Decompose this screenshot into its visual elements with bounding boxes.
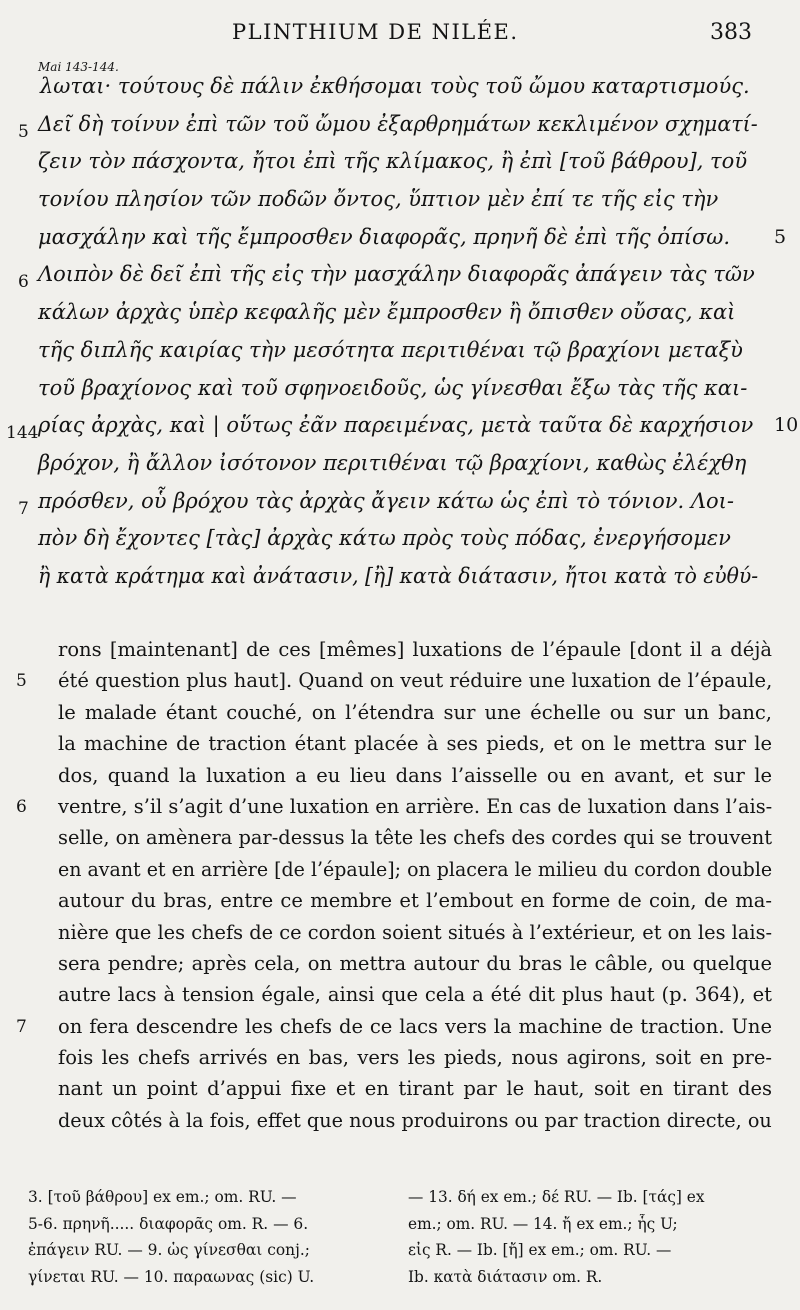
french-line-text: sera pendre; après cela, on mettra autour du bras le câble, ou quelque xyxy=(58,951,772,975)
french-line xyxy=(58,1042,772,1073)
french-line xyxy=(58,634,772,665)
greek-line xyxy=(6,407,799,445)
greek-line xyxy=(18,483,778,521)
french-line-text: nant un point d’appui fixe et en tirant par le haut, soit en tirant des xyxy=(58,1077,772,1101)
french-line-text: autour du bras, entre ce membre et l’embout en forme de coin, de ma- xyxy=(58,889,772,913)
page-header xyxy=(0,14,800,50)
french-line xyxy=(58,1105,772,1136)
greek-line xyxy=(38,520,778,558)
greek-line xyxy=(38,445,778,483)
french-line xyxy=(16,791,773,822)
greek-line xyxy=(38,294,778,332)
greek-line-text: πρόσθεν, οὗ βρόχου τὰς ἀρχὰς ἄγειν κάτω ὡς ἐπὶ τὸ τόνιον. Λοι- xyxy=(38,488,734,513)
footnote-line: — 13. δή ex em.; δέ RU. — Ib. [τάς] ex xyxy=(408,1188,705,1206)
french-line xyxy=(58,822,772,853)
page-number: 383 xyxy=(710,20,752,45)
french-line xyxy=(58,948,772,979)
greek-margin-number: 6 xyxy=(18,272,29,293)
french-line-text: selle, on amènera par-dessus la tête les chefs des cordes qui se trouvent xyxy=(58,826,773,850)
greek-margin-number: 5 xyxy=(18,121,29,142)
greek-line xyxy=(18,106,778,144)
greek-line-count: 10 xyxy=(774,414,799,437)
french-line xyxy=(58,1073,772,1104)
greek-line-text: ρίας ἀρχὰς, καὶ | οὕτως ἐᾶν παρειμένας, μετὰ ταῦτα δὲ καρχήσιον xyxy=(38,413,754,438)
greek-line xyxy=(38,558,778,596)
greek-text xyxy=(6,60,799,596)
greek-line-text: λωται· τούτους δὲ πάλιν ἐκθήσομαι τοὺς τοῦ ὤμου καταρτισμούς. xyxy=(40,74,750,98)
french-line-text: dos, quand la luxation a eu lieu dans l’aisselle ou en avant, et sur le xyxy=(58,763,772,787)
footnote-line: em.; om. RU. — 14. ἤ ex em.; ἧς U; xyxy=(408,1214,678,1233)
french-line-text: en avant et en arrière [de l’épaule]; on placera le milieu du cordon double xyxy=(58,857,773,881)
french-line-text: le malade étant couché, on l’étendra sur une échelle ou sur un banc, xyxy=(58,700,772,724)
french-line-text: on fera descendre les chefs de ce lacs vers la machine de traction. Une xyxy=(58,1014,772,1038)
greek-line-text: μασχάλην καὶ τῆς ἔμπροσθεν διαφορᾶς, πρηνῆ δὲ ἐπὶ τῆς ὀπίσω. xyxy=(38,224,731,249)
french-margin-number: 5 xyxy=(16,671,27,692)
french-line xyxy=(58,917,772,948)
greek-line xyxy=(38,332,778,370)
french-line xyxy=(58,760,772,791)
french-translation xyxy=(16,634,773,1136)
french-line xyxy=(16,1011,772,1042)
footnotes-right-column xyxy=(408,1184,780,1290)
greek-line-text: Λοιπὸν δὲ δεῖ ἐπὶ τῆς εἰς τὴν μασχάλην διαφορᾶς ἀπάγειν τὰς τῶν xyxy=(38,262,755,287)
greek-line-text: ἢ κατὰ κράτημα καὶ ἀνάτασιν, [ἢ] κατὰ διάτασιν, ἤτοι κατὰ τὸ εὐθύ- xyxy=(38,563,759,588)
french-line-text: la machine de traction étant placée à ses pieds, et on le mettra sur le xyxy=(58,732,772,756)
greek-line xyxy=(38,219,787,257)
french-line-text: rons [maintenant] de ces [mêmes] luxations de l’épaule [dont il a déjà xyxy=(58,638,772,661)
greek-line-text: βρόχον, ἢ ἄλλον ἰσότονον περιτιθέναι τῷ βραχίονι, καθὼς ἐλέχθη xyxy=(38,450,747,475)
running-title: PLINTHIUM DE NILÉE. xyxy=(232,20,519,44)
footnotes-left-column xyxy=(28,1184,398,1290)
greek-line-text: ζειν τὸν πάσχοντα, ἤτοι ἐπὶ τῆς κλίμακος, ἢ ἐπὶ [τοῦ βάθρου], τοῦ xyxy=(38,149,748,174)
french-margin-number: 6 xyxy=(16,796,27,817)
french-line-text: autre lacs à tension égale, ainsi que cela a été dit plus haut (p. 364), et xyxy=(58,983,772,1007)
greek-line-text: τονίου πλησίον τῶν ποδῶν ὄντος, ὕπτιον μὲν ἐπί τε τῆς εἰς τὴν xyxy=(38,187,719,212)
greek-line xyxy=(38,143,778,181)
french-margin-number: 7 xyxy=(16,1016,27,1037)
greek-line-text: πὸν δὴ ἔχοντες [τὰς] ἀρχὰς κάτω πρὸς τοὺς πόδας, ἐνεργήσομεν xyxy=(38,526,731,551)
french-line xyxy=(58,885,772,916)
french-line xyxy=(58,854,772,885)
greek-line-text: κάλων ἀρχὰς ὑπὲρ κεφαλῆς μὲν ἔμπροσθεν ἢ ὄπισθεν οὔσας, καὶ xyxy=(38,300,736,325)
french-line-text: fois les chefs arrivés en bas, vers les pieds, nous agirons, soit en pre- xyxy=(58,1046,772,1070)
mai-reference: Mai 143-144. xyxy=(38,60,119,74)
greek-line-count: 5 xyxy=(774,225,787,248)
french-line xyxy=(58,728,772,759)
french-line xyxy=(58,697,772,728)
footnote-line: 5-6. πρηνῆ..... διαφορᾶς om. R. — 6. xyxy=(28,1214,309,1233)
footnote-line: γίνεται RU. — 10. παραωνας (sic) U. xyxy=(28,1267,315,1286)
french-line xyxy=(16,665,773,696)
greek-line xyxy=(38,68,778,106)
greek-line-text: τῆς διπλῆς καιρίας τὴν μεσότητα περιτιθέναι τῷ βραχίονι μεταξὺ xyxy=(38,337,743,362)
greek-line xyxy=(18,256,778,294)
footnote-line: εἰς R. — Ib. [ἤ] ex em.; om. RU. — xyxy=(408,1241,672,1259)
greek-line-text: Δεῖ δὴ τοίνυν ἐπὶ τῶν τοῦ ὤμου ἐξαρθρημάτων κεκλιμένον σχηματί- xyxy=(38,111,758,136)
greek-margin-number: 144 xyxy=(6,423,39,444)
greek-line xyxy=(38,181,778,219)
footnote-line: Ib. κατὰ διάτασιν om. R. xyxy=(408,1267,603,1286)
greek-margin-number: 7 xyxy=(18,498,29,519)
greek-line-text: τοῦ βραχίονος καὶ τοῦ σφηνοειδοῦς, ὡς γίνεσθαι ἔξω τὰς τῆς και- xyxy=(38,375,748,400)
french-line xyxy=(58,979,772,1010)
french-line-text: deux côtés à la fois, effet que nous produirons ou par traction directe, ou xyxy=(58,1108,772,1132)
french-line-text: nière que les chefs de ce cordon soient situés à l’extérieur, et on les lais- xyxy=(58,920,773,944)
french-line-text: été question plus haut]. Quand on veut réduire une luxation de l’épaule, xyxy=(58,669,773,693)
french-line-text: ventre, s’il s’agit d’une luxation en arrière. En cas de luxation dans l’ais- xyxy=(58,794,773,818)
footnote-line: ἐπάγειν RU. — 9. ὡς γίνεσθαι conj.; xyxy=(28,1241,310,1259)
greek-line xyxy=(38,370,778,408)
footnote-line: 3. [τοῦ βάθρου] ex em.; om. RU. — xyxy=(28,1188,297,1206)
